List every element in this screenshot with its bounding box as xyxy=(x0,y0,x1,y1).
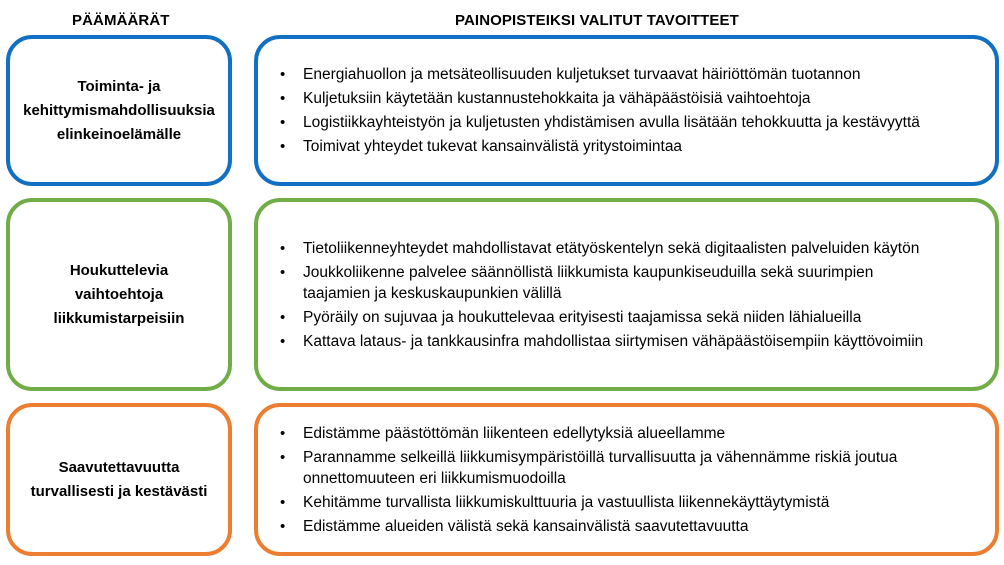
target-item: • Parannamme selkeillä liikkumisympäristöillä turvallisuutta ja vähennämme riskiä joutua onnettomuuteen eri liikkumismuodoilla xyxy=(280,447,965,489)
goal-line: kehittymismahdollisuuksia xyxy=(23,101,215,119)
goal-line: elinkeinoelämälle xyxy=(56,125,182,143)
target-item: • Edistämme päästöttömän liikenteen edellytyksiä alueellamme xyxy=(280,423,965,444)
goal-line: Houkuttelevia xyxy=(69,261,169,279)
target-list xyxy=(280,61,987,160)
target-item: • Energiahuollon ja metsäteollisuuden kuljetukset turvaavat häiriöttömän tuotannon xyxy=(280,64,987,85)
target-item: • Kattava lataus- ja tankkausinfra mahdollistaa siirtymisen vähäpäästöisempiin käyttövoimiin xyxy=(280,331,925,352)
goals-header: PÄÄMÄÄRÄT xyxy=(72,12,170,29)
target-item: • Edistämme alueiden välistä sekä kansainvälistä saavutettavuutta xyxy=(280,516,965,537)
target-item: • Pyöräily on sujuvaa ja houkuttelevaa erityisesti taajamissa sekä niiden lähialueilla xyxy=(280,307,925,328)
targets-box-mobility xyxy=(254,198,999,391)
goal-line: Saavutettavuutta xyxy=(58,458,180,476)
goal-box-accessibility xyxy=(6,403,232,556)
targets-box-business xyxy=(254,35,999,186)
goal-line: liikkumistarpeisiin xyxy=(53,309,185,327)
target-item: • Joukkoliikenne palvelee säännöllistä liikkumista kaupunkiseuduilla sekä suurimpien taajamien ja keskuskaupunkien välillä xyxy=(280,262,925,304)
target-list xyxy=(280,420,965,540)
target-item: • Toimivat yhteydet tukevat kansainvälistä yritystoimintaa xyxy=(280,136,987,157)
targets-header: PAINOPISTEIKSI VALITUT TAVOITTEET xyxy=(455,12,739,29)
target-item: • Kehitämme turvallista liikkumiskulttuuria ja vastuullista liikennekäyttäytymistä xyxy=(280,492,965,513)
goal-label xyxy=(54,259,185,331)
target-list xyxy=(280,235,925,355)
targets-box-accessibility xyxy=(254,403,999,556)
goal-line: turvallisesti ja kestävästi xyxy=(30,482,208,500)
goal-line: Toiminta- ja xyxy=(77,77,161,95)
goal-box-mobility xyxy=(6,198,232,391)
goal-box-business xyxy=(6,35,232,186)
goal-label xyxy=(23,75,215,147)
target-item: • Kuljetuksiin käytetään kustannustehokkaita ja vähäpäästöisiä vaihtoehtoja xyxy=(280,88,987,109)
goal-line: vaihtoehtoja xyxy=(74,285,164,303)
target-item: • Tietoliikenneyhteydet mahdollistavat etätyöskentelyn sekä digitaalisten palveluiden käytön xyxy=(280,238,925,259)
goal-label xyxy=(31,456,208,504)
target-item: • Logistiikkayhteistyön ja kuljetusten yhdistämisen avulla lisätään tehokkuutta ja kestävyyttä xyxy=(280,112,987,133)
